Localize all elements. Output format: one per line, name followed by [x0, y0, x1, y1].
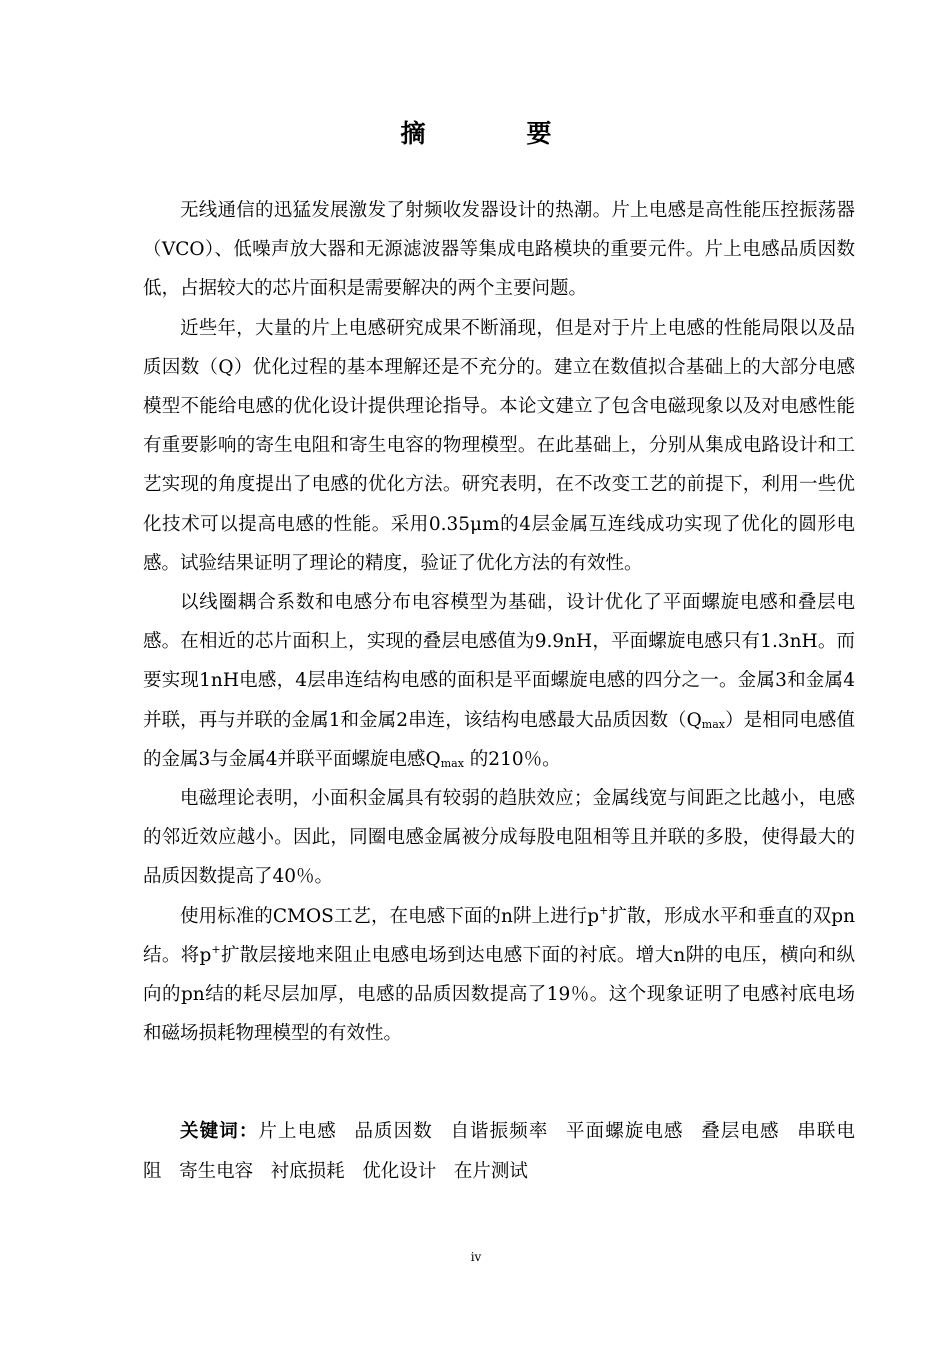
page-number: iv [470, 1250, 482, 1264]
paragraph-3-part-2: ）是相同电感值的金属3与金属4并联平面螺旋电感Q [143, 709, 855, 770]
paragraph-3 [143, 583, 855, 779]
keyword-item: 品质因数 [354, 1121, 433, 1142]
q-max-subscript-2: max [440, 756, 464, 770]
paragraph-5-part-1: 使用标准的CMOS工艺，在电感下面的n阱上进行p [180, 905, 600, 927]
paragraph-3-part-1: 以线圈耦合系数和电感分布电容模型为基础，设计优化了平面螺旋电感和叠层电感。在相近的芯片面积上，实现的叠层电感值为9.9nH，平面螺旋电感只有1.3nH。而要实现1nH电感，4层串连结构电感的面积是平面螺旋电感的四分之一。金属3和金属4并联，再与并联的金属1和金属2串连，该结构电感最大品质因数（Q [143, 592, 855, 731]
paragraph-3-part-3: 的210％。 [463, 748, 561, 770]
keyword-item: 自谐振频率 [450, 1121, 549, 1142]
paragraph-4: 电磁理论表明，小面积金属具有较弱的趋肤效应；金属线宽与间距之比越小，电感的邻近效应越小。因此，同圈电感金属被分成每股电阻相等且并联的多股，使得最大的品质因数提高了40％。 [143, 788, 855, 888]
keyword-item: 衬底损耗 [270, 1161, 345, 1182]
paragraph-5-part-2: 扩散，形成水平和垂直的双pn结。将p [143, 905, 855, 966]
keywords-label: 关键词： [180, 1121, 259, 1142]
p-plus-superscript-2: + [211, 942, 221, 956]
keyword-item: 平面螺旋电感 [566, 1121, 684, 1142]
p-plus-superscript-1: + [599, 903, 609, 917]
keyword-item: 叠层电感 [701, 1121, 780, 1142]
paragraph-5-part-3: 扩散层接地来阻止电感电场到达电感下面的衬底。增大n阱的电压，横向和纵向的pn结的耗尽层加厚，电感的品质因数提高了19％。这个现象证明了电感衬底电场和磁场损耗物理模型的有效性。 [143, 944, 856, 1045]
abstract-body [143, 191, 855, 1053]
paragraph-2: 近些年，大量的片上电感研究成果不断涌现，但是对于片上电感的性能局限以及品质因数（Q）优化过程的基本理解还是不充分的。建立在数值拟合基础上的大部分电感模型不能给电感的优化设计提供理论指导。本论文建立了包含电磁现象以及对电感性能有重要影响的寄生电阻和寄生电容的物理模型。在此基础上，分别从集成电路设计和工艺实现的角度提出了电感的优化方法。研究表明，在不改变工艺的前提下，利用一些优化技术可以提高电感的性能。采用0.35μm的4层金属互连线成功实现了优化的圆形电感。试验结果证明了理论的精度，验证了优化方法的有效性。 [143, 317, 855, 574]
paragraph-1: 无线通信的迅猛发展激发了射频收发器设计的热潮。片上电感是高性能压控振荡器（VCO）、低噪声放大器和无源滤波器等集成电路模块的重要元件。片上电感品质因数低，占据较大的芯片面积是需要解决的两个主要问题。 [143, 200, 855, 300]
keyword-item: 优化设计 [362, 1161, 437, 1182]
keyword-item: 寄生电容 [179, 1161, 254, 1182]
keyword-item: 在片测试 [453, 1161, 528, 1182]
page-title: 摘 要 [400, 119, 590, 148]
keyword-item: 片上电感 [258, 1121, 337, 1142]
keywords-section [143, 1112, 855, 1192]
paragraph-5 [143, 897, 855, 1054]
keyword-item: 串联电阻 [143, 1121, 855, 1182]
q-max-subscript-1: max [701, 717, 725, 731]
